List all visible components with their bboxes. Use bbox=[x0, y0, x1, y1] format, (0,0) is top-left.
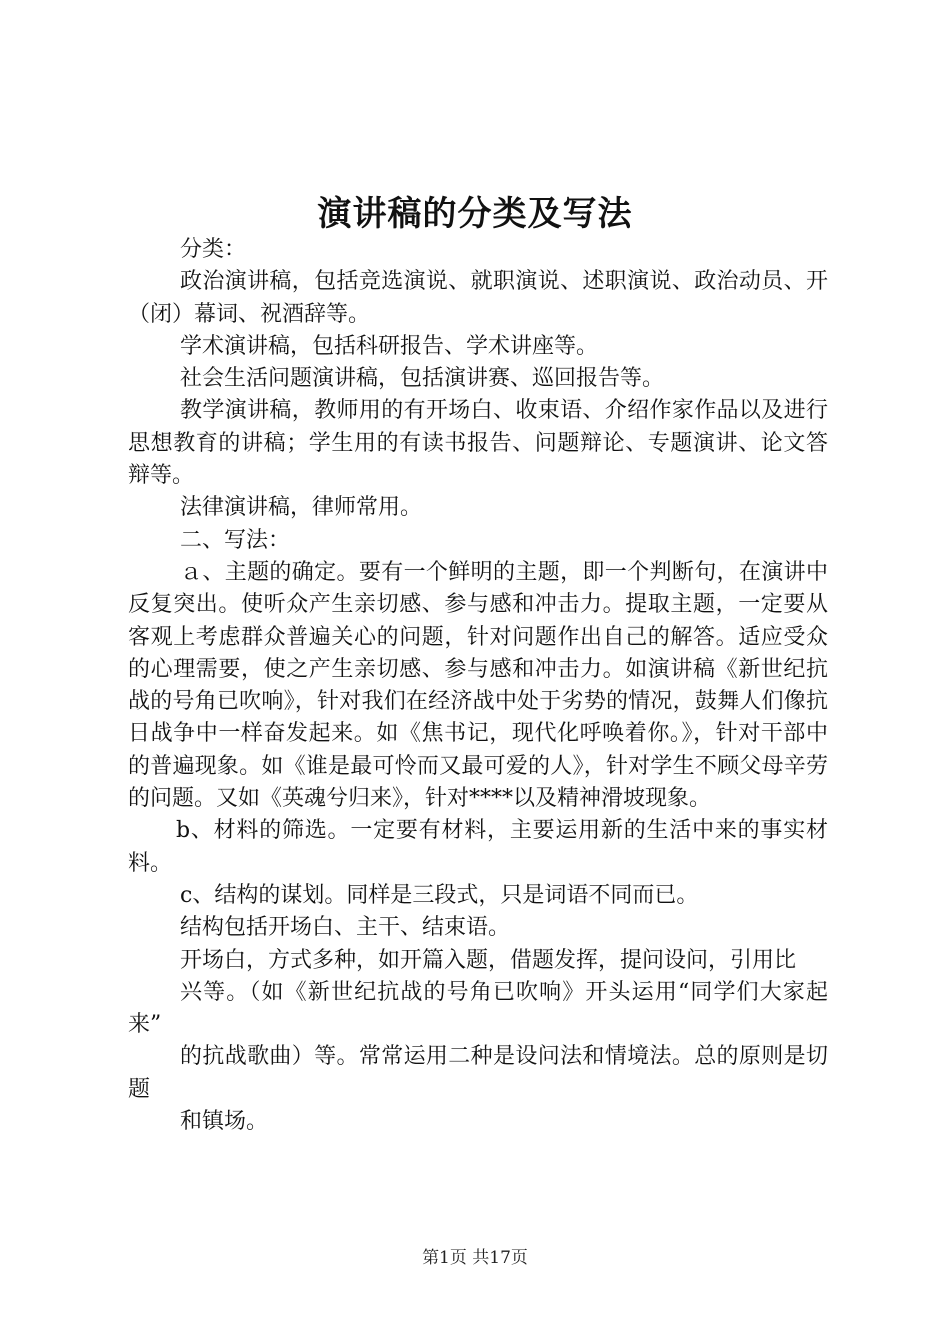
paragraph: 的抗战歌曲）等。常常运用二种是设问法和情境法。总的原则是切题 bbox=[128, 1044, 828, 1102]
document-title: 演讲稿的分类及写法 bbox=[317, 194, 633, 234]
paragraph: 分类： bbox=[180, 237, 247, 262]
paragraph: 结构包括开场白、主干、结束语。 bbox=[180, 915, 511, 941]
page-footer: 第1页 共17页 bbox=[422, 1248, 528, 1268]
paragraph: c、结构的谋划。同样是三段式，只是词语不同而已。 bbox=[180, 882, 699, 908]
paragraph: 兴等。（如《新世纪抗战的号角已吹响》开头运用“同学们大家起来” bbox=[128, 979, 828, 1038]
paragraph: 和镇场。 bbox=[180, 1109, 269, 1135]
paragraph: 政治演讲稿，包括竞选演说、就职演说、述职演说、政治动员、开（闭）幕词、祝酒辞等。 bbox=[128, 269, 828, 327]
paragraph: 学术演讲稿，包括科研报告、学术讲座等。 bbox=[180, 333, 599, 359]
paragraph: 法律演讲稿，律师常用。 bbox=[180, 495, 423, 521]
paragraph: 开场白，方式多种，如开篇入题，借题发挥，提问设问，引用比 bbox=[180, 947, 797, 973]
paragraph: ａ、主题的确定。要有一个鲜明的主题，即一个判断句，在演讲中反复突出。使听众产生亲切感、参与感和冲击力。提取主题，一定要从客观上考虑群众普遍关心的问题，针对问题作出自己的解答。适应受众的心理需要，使之产生亲切感、参与感和冲击力。如演讲稿《新世纪抗战的号角已吹响》，针对我们在经济战中处于劣势的情况，鼓舞人们像抗日战争中一样奋发起来。如《焦书记，现代化呼唤着你。》，针对干部中的普遍现象。如《谁是最可怜而又最可爱的人》，针对学生不顾父母辛劳的问题。又如《英魂兮归来》，针对****以及精神滑坡现象。 bbox=[128, 559, 828, 812]
paragraph: 教学演讲稿，教师用的有开场白、收束语、介绍作家作品以及进行思想教育的讲稿；学生用的有读书报告、问题辩论、专题演讲、论文答辩等。 bbox=[128, 398, 828, 489]
paragraph: 二、写法： bbox=[180, 527, 291, 553]
document-body bbox=[128, 234, 828, 1138]
paragraph: b、材料的筛选。一定要有材料，主要运用新的生活中来的事实材料。 bbox=[128, 818, 828, 876]
paragraph: 社会生活问题演讲稿，包括演讲赛、巡回报告等。 bbox=[180, 366, 665, 392]
